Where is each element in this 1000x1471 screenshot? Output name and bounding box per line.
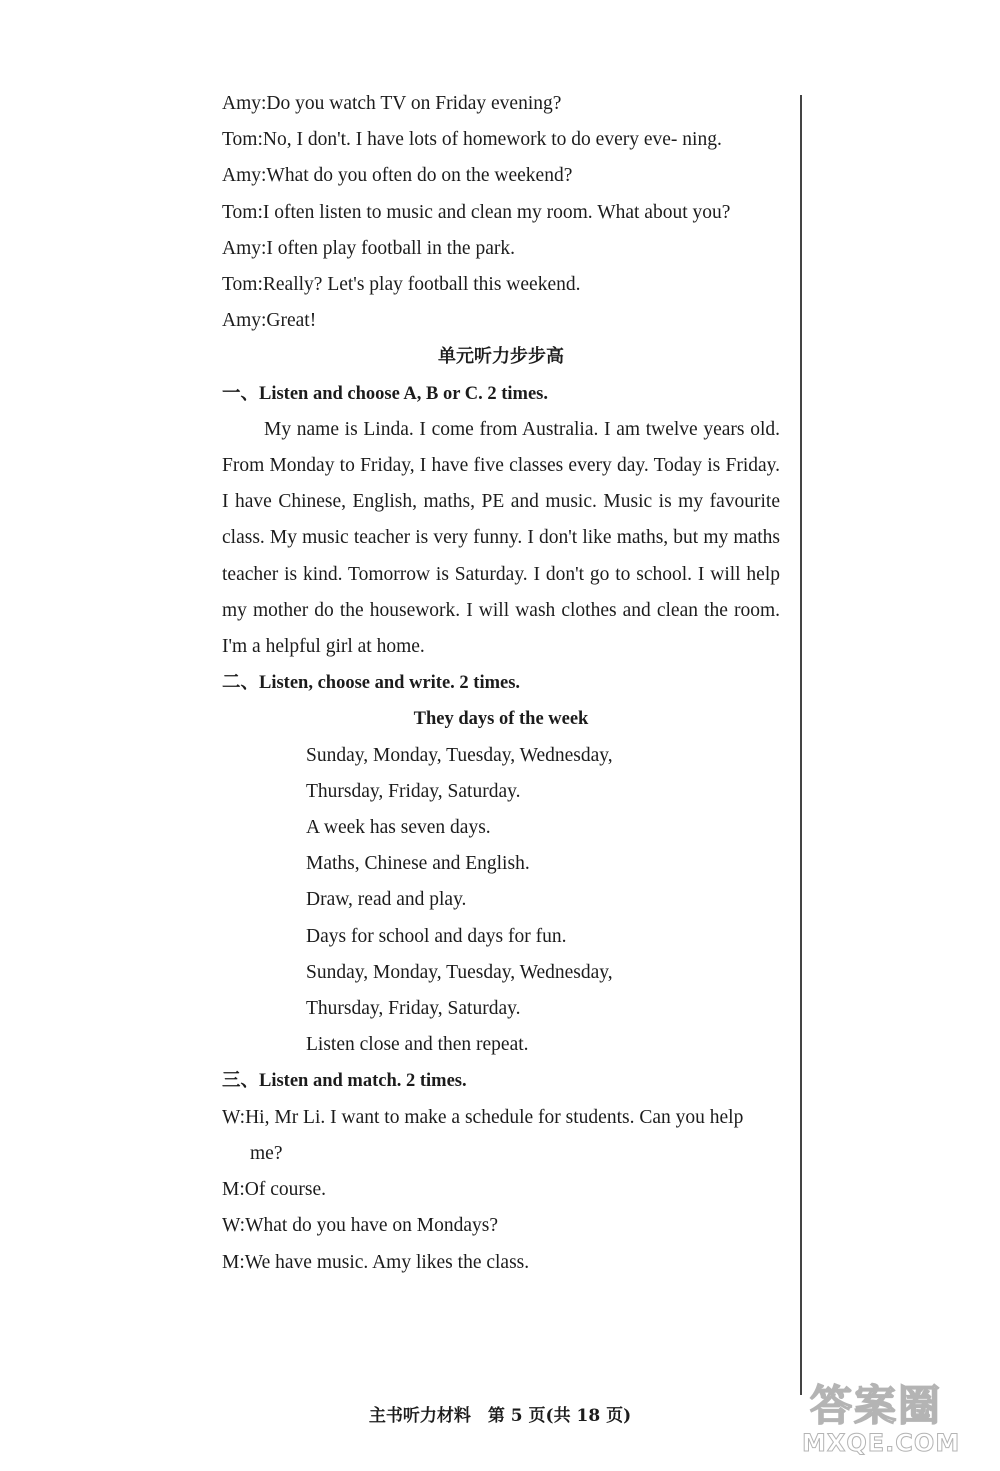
right-margin-rule	[800, 95, 802, 1395]
dialog-line: Amy:Great!	[222, 310, 317, 332]
dialog-1	[222, 86, 780, 339]
section-2	[222, 665, 780, 1063]
dialog-line: Tom:Really? Let's play football this weekend.	[222, 274, 581, 296]
section-1	[222, 376, 780, 666]
song-line: Sunday, Monday, Tuesday, Wednesday,	[306, 961, 613, 983]
dialog-line: Amy:I often play football in the park.	[222, 237, 515, 259]
section-2-title: 二、Listen, choose and write. 2 times.	[222, 673, 521, 694]
song-line: Draw, read and play.	[306, 889, 467, 911]
dialog-line: W:What do you have on Mondays?	[222, 1215, 498, 1237]
dialog-line: Tom:I often listen to music and clean my room. What about you?	[222, 201, 731, 223]
song-line: Listen close and then repeat.	[306, 1034, 529, 1056]
song-line: Sunday, Monday, Tuesday, Wednesday,	[306, 744, 613, 766]
song-title: They days of the week	[413, 709, 589, 730]
page-footer: 主书听力材料 第 5 页(共 18 页)	[368, 1406, 632, 1426]
song-line: Maths, Chinese and English.	[306, 853, 530, 875]
section-1-title: 一、Listen and choose A, B or C. 2 times.	[222, 383, 548, 404]
section-3-title: 三、Listen and match. 2 times.	[222, 1071, 467, 1092]
unit-heading: 单元听力步步高	[438, 346, 564, 368]
dialog-line: M:Of course.	[222, 1179, 326, 1201]
song-lyrics	[222, 738, 780, 1064]
page-content	[222, 86, 780, 1281]
song-line: Days for school and days for fun.	[306, 925, 567, 947]
dialog-line: Amy:What do you often do on the weekend?	[222, 165, 573, 187]
watermark-bottom-text: MXQE.COM	[802, 1429, 961, 1457]
song-line: A week has seven days.	[306, 817, 491, 839]
watermark-top-text: 答案圈	[810, 1381, 943, 1430]
section-3	[222, 1063, 780, 1280]
dialog-line: Amy:Do you watch TV on Friday evening?	[222, 93, 562, 114]
dialog-line: M:We have music. Amy likes the class.	[222, 1251, 530, 1273]
section-1-paragraph: My name is Linda. I come from Australia. I am twelve years old. From Monday to Friday, I have five classes every day. Today is Friday. I have Chinese, English, maths, PE and music. Music is my favourite class. My music teacher is very funny. I don't like maths, but my maths teacher is kind. Tomorrow is Saturday. I don't go to school. I will help my mother do the housework. I will wash clothes and clean the room. I'm a helpful girl at home.	[222, 418, 780, 658]
song-line: Thursday, Friday, Saturday.	[306, 998, 521, 1020]
dialog-line: W:Hi, Mr Li. I want to make a schedule for students. Can you help me?	[222, 1106, 744, 1164]
dialog-line: Tom:No, I don't. I have lots of homework to do every eve- ning.	[222, 129, 722, 151]
song-line: Thursday, Friday, Saturday.	[306, 780, 521, 802]
watermark-logo	[780, 1373, 980, 1463]
